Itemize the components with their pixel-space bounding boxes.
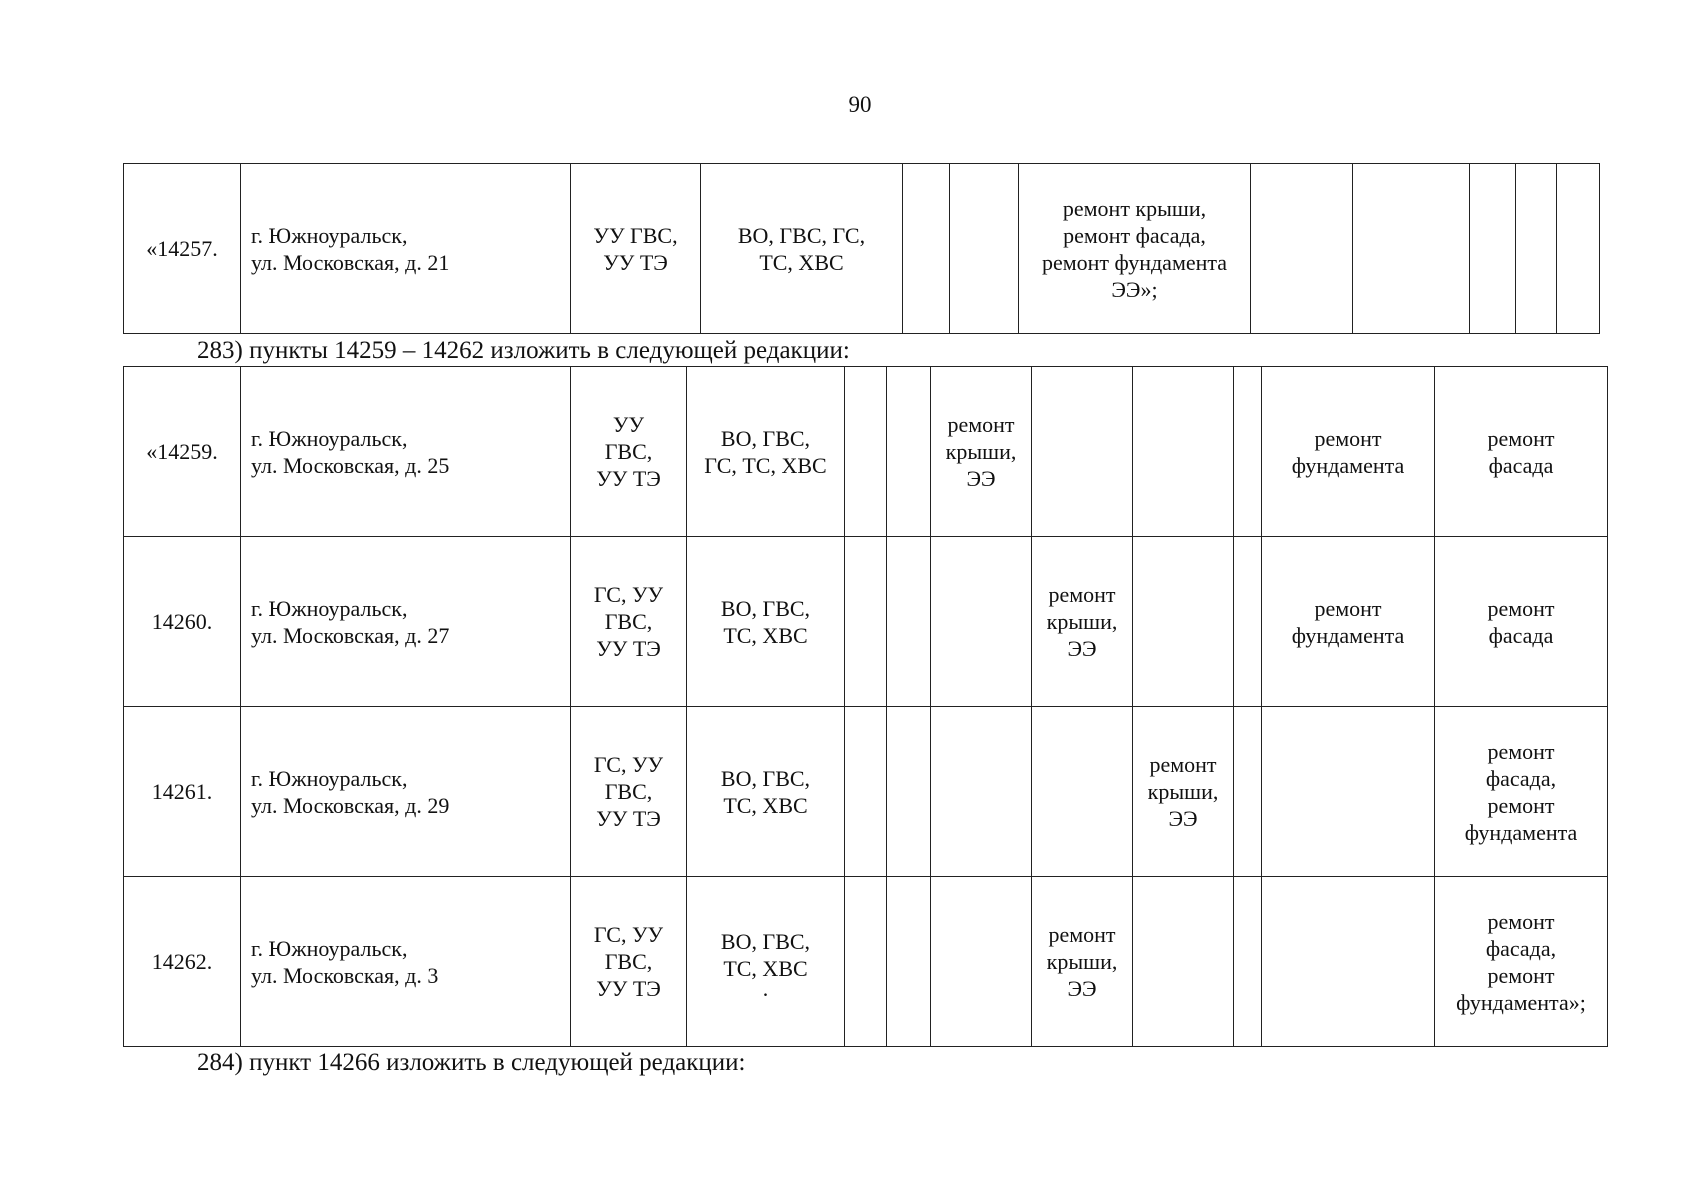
utilities-line: ГС, ТС, ХВС: [704, 452, 827, 478]
utilities-cell: [687, 367, 845, 537]
address-line: ул. Московская, д. 21: [251, 249, 450, 275]
empty-cell: [887, 707, 931, 877]
metering-line: ГС, УУ: [593, 922, 664, 947]
page-number: 90: [848, 92, 872, 117]
work-cell-c: [1133, 537, 1234, 707]
work-line: ЭЭ: [966, 466, 996, 491]
table-row: [124, 877, 1608, 1047]
utilities-cell: [701, 164, 903, 334]
work-cell-c: [1133, 877, 1234, 1047]
utilities-line: ВО, ГВС,: [720, 425, 811, 451]
work-line: ЭЭ: [1067, 976, 1097, 1001]
work-cell-a: [931, 367, 1032, 537]
works-cell: [1019, 164, 1251, 334]
metering-line: ГВС,: [604, 949, 653, 974]
work-line: ремонт: [1314, 595, 1382, 621]
address-cell: [241, 164, 571, 334]
empty-cell: [887, 367, 931, 537]
utilities-line: ВО, ГВС,: [720, 928, 811, 954]
work-cell-b: [1032, 707, 1133, 877]
table-items-14259-14262: [123, 366, 1608, 1047]
work-cell-c: [1133, 367, 1234, 537]
utilities-cell: [687, 537, 845, 707]
work-cell-d: [1262, 537, 1435, 707]
work-line: фасада: [1488, 622, 1554, 648]
empty-cell: [1234, 367, 1262, 537]
work-line: ремонт: [1048, 922, 1116, 947]
empty-cell: [1234, 877, 1262, 1047]
work-cell-d: [1262, 367, 1435, 537]
table-row: [124, 707, 1608, 877]
empty-cell: [845, 877, 887, 1047]
work-cell-d: [1262, 877, 1435, 1047]
works-line: ремонт фасада,: [1063, 222, 1206, 248]
work-line: ремонт: [1314, 425, 1382, 451]
address-cell: [241, 707, 571, 877]
metering-line: УУ ГВС,: [593, 222, 678, 248]
work-line: крыши,: [1147, 779, 1219, 804]
item-number: 14261.: [124, 707, 241, 877]
work-line: крыши,: [1046, 949, 1118, 974]
table-row: [124, 367, 1608, 537]
work-cell-a: [931, 877, 1032, 1047]
work-line: фасада,: [1485, 765, 1557, 791]
work-line: ремонт: [947, 412, 1015, 437]
utilities-line: ВО, ГВС, ГС,: [737, 222, 866, 248]
address-line: г. Южноуральск,: [251, 425, 408, 451]
empty-cell: [1251, 164, 1353, 334]
work-cell-e: [1435, 367, 1608, 537]
work-cell-d: [1262, 707, 1435, 877]
empty-cell: [1353, 164, 1470, 334]
metering-line: ГС, УУ: [593, 752, 664, 777]
empty-cell: [887, 877, 931, 1047]
work-cell-e: [1435, 707, 1608, 877]
work-line: фундамента: [1291, 452, 1405, 478]
metering-line: ГВС,: [604, 779, 653, 804]
address-line: ул. Московская, д. 27: [251, 622, 450, 648]
work-line: ремонт: [1487, 962, 1555, 988]
address-cell: [241, 877, 571, 1047]
paragraph-283: 283) пункты 14259 – 14262 изложить в следующей редакции:: [197, 337, 850, 364]
work-line: ремонт: [1149, 752, 1217, 777]
work-cell-b: [1032, 877, 1133, 1047]
work-line: фасада: [1488, 452, 1554, 478]
metering-cell: [571, 537, 687, 707]
address-line: г. Южноуральск,: [251, 765, 408, 791]
address-line: г. Южноуральск,: [251, 222, 408, 248]
empty-cell: [1234, 537, 1262, 707]
table-row: [124, 164, 1600, 334]
work-cell-a: [931, 537, 1032, 707]
empty-cell: [887, 537, 931, 707]
item-number: «14259.: [124, 367, 241, 537]
utilities-cell: [687, 707, 845, 877]
metering-line: УУ ТЭ: [596, 806, 661, 831]
work-cell-b: [1032, 537, 1133, 707]
metering-cell: [571, 164, 701, 334]
work-line: фасада,: [1485, 935, 1557, 961]
metering-cell: [571, 367, 687, 537]
work-line: крыши,: [945, 439, 1017, 464]
table-row: [124, 537, 1608, 707]
address-line: ул. Московская, д. 25: [251, 452, 450, 478]
empty-cell: [845, 707, 887, 877]
works-line: ЭЭ»;: [1111, 276, 1158, 302]
work-line: ЭЭ: [1067, 636, 1097, 661]
paragraph-284: 284) пункт 14266 изложить в следующей редакции:: [197, 1049, 746, 1076]
empty-cell: [1470, 164, 1516, 334]
work-cell-c: [1133, 707, 1234, 877]
address-cell: [241, 537, 571, 707]
works-line: ремонт фундамента: [1041, 249, 1228, 275]
work-line: ремонт: [1048, 582, 1116, 607]
utilities-line: ТС, ХВС: [723, 955, 808, 981]
item-number: 14260.: [124, 537, 241, 707]
empty-cell: [1234, 707, 1262, 877]
item-number: 14262.: [124, 877, 241, 1047]
utilities-line: ВО, ГВС,: [720, 765, 811, 791]
address-line: г. Южноуральск,: [251, 935, 408, 961]
empty-cell: [1516, 164, 1557, 334]
utilities-cell: [687, 877, 845, 1047]
metering-cell: [571, 707, 687, 877]
work-cell-a: [931, 707, 1032, 877]
work-line: крыши,: [1046, 609, 1118, 634]
metering-line: УУ ТЭ: [596, 636, 661, 661]
work-cell-b: [1032, 367, 1133, 537]
metering-line: ГС, УУ: [593, 582, 664, 607]
utilities-line: ВО, ГВС,: [720, 595, 811, 621]
empty-cell: [950, 164, 1019, 334]
empty-cell: [1557, 164, 1600, 334]
empty-cell: [845, 367, 887, 537]
work-line: ремонт: [1487, 792, 1555, 818]
metering-line: УУ: [612, 412, 645, 437]
metering-line: ГВС,: [604, 439, 653, 464]
work-line: ремонт: [1487, 738, 1555, 764]
metering-line: УУ ТЭ: [596, 976, 661, 1001]
utilities-line: ТС, ХВС: [723, 792, 808, 818]
utilities-line: ТС, ХВС: [723, 622, 808, 648]
stray-dot: .: [762, 975, 769, 1001]
item-number: «14257.: [124, 164, 241, 334]
address-cell: [241, 367, 571, 537]
work-line: фундамента: [1291, 622, 1405, 648]
address-line: ул. Московская, д. 29: [251, 792, 450, 818]
work-cell-e: [1435, 877, 1608, 1047]
address-line: г. Южноуральск,: [251, 595, 408, 621]
empty-cell: [845, 537, 887, 707]
metering-line: ГВС,: [604, 609, 653, 634]
utilities-line: ТС, ХВС: [759, 249, 844, 275]
works-line: ремонт крыши,: [1062, 195, 1207, 221]
metering-line: УУ ТЭ: [603, 249, 668, 275]
empty-cell: [903, 164, 950, 334]
work-cell-e: [1435, 537, 1608, 707]
work-line: ремонт: [1487, 908, 1555, 934]
work-line: фундамента»;: [1456, 989, 1586, 1015]
table-item-14257: [123, 163, 1600, 334]
work-line: ЭЭ: [1168, 806, 1198, 831]
metering-cell: [571, 877, 687, 1047]
work-line: ремонт: [1487, 595, 1555, 621]
metering-line: УУ ТЭ: [596, 466, 661, 491]
work-line: ремонт: [1487, 425, 1555, 451]
work-line: фундамента: [1464, 819, 1578, 845]
address-line: ул. Московская, д. 3: [251, 962, 439, 988]
